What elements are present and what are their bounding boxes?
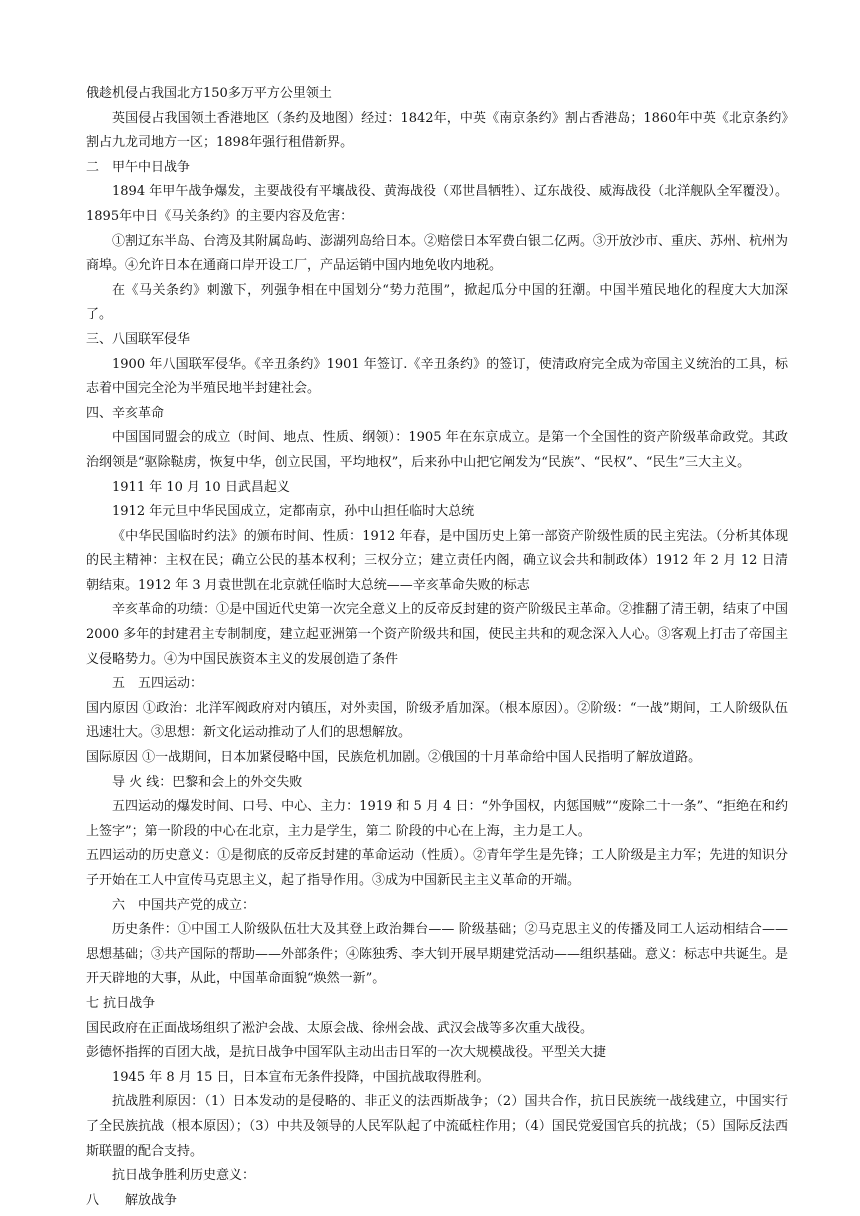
paragraph-may-fourth-meaning: 五四运动的历史意义：①是彻底的反帝反封建的革命运动（性质）。②青年学生是先锋；工人阶级是主力军；先进的知识分子开始在工人中宣传马克思主义，起了指导作用。③成为中国新民主主义革命的开端。 [86, 848, 788, 888]
paragraph-britain: 英国侵占我国领土香港地区（条约及地图）经过：1842年，中英《南京条约》割占香港岛；1860年中英《北京条约》割占九龙司地方一区；1898年强行租借新界。 [86, 110, 788, 151]
heading-liberation-war: 八 解放战争 [86, 1192, 178, 1208]
heading-may-fourth: 五 五四运动： [112, 676, 204, 692]
paragraph-hundred-regiments: 彭德怀指挥的百团大战，是抗日战争中国军队主动出击日军的一次大规模战役。平型关大捷 [86, 1045, 607, 1061]
paragraph-fuse: 导 火 线：巴黎和会上的外交失败 [112, 774, 303, 790]
heading-anti-japanese-war: 七 抗日战争 [86, 995, 156, 1011]
paragraph-tongmenghui: 中国国同盟会的成立（时间、地点、性质、纲领）：1905 年在东京成立。是第一个全国性的资产阶级革命政党。其政治纲领是“驱除鞑虏，恢复中华，创立民国，平均地权”，后来孙中山把它阐发为“民族”、“民权”、“民生”三大主义。 [86, 430, 788, 470]
paragraph-victory-meaning: 抗日战争胜利历史意义： [112, 1168, 256, 1184]
paragraph-may-fourth-details: 五四运动的爆发时间、口号、中心、主力：1919 和 5 月 4 日：“外争国权，内惩国贼”“废除二十一条”、“拒绝在和约上签字”；第一阶段的中心在北京，主力是学生，第二 阶段的中心在上海，主力是工人。 [86, 799, 788, 839]
paragraph-provisional-constitution: 《中华民国临时约法》的颁布时间、性质：1912 年春，是中国历史上第一部资产阶级性质的民主宪法。（分析其体现的民主精神：主权在民；确立公民的基本权利；三权分立；建立责任内阁，确立议会共和制政体）1912 年 2 月 12 日清朝结束。1912 年 3 月袁世凯在北京就任临时大总统——辛亥革命失败的标志 [86, 528, 788, 593]
paragraph-wuchang-uprising: 1911 年 10 月 10 日武昌起义 [112, 479, 290, 495]
heading-ccp-founding: 六 中国共产党的成立： [112, 897, 256, 913]
paragraph-roc-founding: 1912 年元旦中华民国成立，定都南京，孙中山担任临时大总统 [112, 504, 475, 520]
paragraph-scramble: 在《马关条约》刺激下，列强争相在中国划分“势力范围”，掀起瓜分中国的狂潮。中国半殖民地化的程度大大加深了。 [86, 282, 788, 323]
heading-xinhai-revolution: 四、辛亥革命 [86, 405, 165, 421]
paragraph-ccp-conditions: 历史条件：①中国工人阶级队伍壮大及其登上政治舞台—— 阶级基础；②马克思主义的传播及同工人运动相结合——思想基础；③共产国际的帮助——外部条件；④陈独秀、李大钊开展早期建党活动——组织基础。意义：标志中共诞生。是开天辟地的大事，从此，中国革命面貌“焕然一新”。 [86, 922, 789, 987]
heading-eight-nation-alliance: 三、八国联军侵华 [86, 331, 191, 347]
paragraph-victory-reasons: 抗战胜利原因：（1）日本发动的是侵略的、非正义的法西斯战争；（2）国共合作，抗日民族统一战线建立，中国实行了全民族抗战（根本原因）；（3）中共及领导的人民军队起了中流砥柱作用；（4）国民党爱国官兵的抗战；（5）国际反法西斯联盟的配合支持。 [86, 1094, 788, 1159]
heading-sino-japanese-war: 二 甲午中日战争 [86, 159, 191, 175]
document-body [86, 82, 788, 1213]
paragraph-xinhai-achievements: 辛亥革命的功绩：①是中国近代史第一次完全意义上的反帝反封建的资产阶级民主革命。②推翻了清王朝，结束了中国 2000 多年的封建君主专制制度，建立起亚洲第一个资产阶级共和国，使民主共和的观念深入人心。③客观上打击了帝国主义侵略势力。④为中国民族资本主义的发展创造了条件 [86, 602, 789, 667]
paragraph-domestic-causes: 国内原因 ①政治：北洋军阀政府对内镇压，对外卖国，阶级矛盾加深。（根本原因）。②阶级：“一战”期间，工人阶级队伍迅速壮大。③思想：新文化运动推动了人们的思想解放。 [86, 700, 788, 741]
paragraph-japan-surrender: 1945 年 8 月 15 日，日本宣布无条件投降，中国抗战取得胜利。 [112, 1069, 490, 1085]
paragraph-sino-japanese-war: 1894 年甲午战争爆发，主要战役有平壤战役、黄海战役（邓世昌牺牲）、辽东战役、威海战役（北洋舰队全军覆没）。1895年中日《马关条约》的主要内容及危害： [86, 184, 788, 224]
paragraph-russia: 俄趁机侵占我国北方150多万平方公里领土 [86, 86, 332, 101]
paragraph-shimonoseki-terms: ①割辽东半岛、台湾及其附属岛屿、澎湖列岛给日本。②赔偿日本军费白银二亿两。③开放沙市、重庆、苏州、杭州为商埠。④允许日本在通商口岸开设工厂，产品运销中国内地免收内地税。 [86, 233, 789, 274]
paragraph-boxer-protocol: 1900 年八国联军侵华。《辛丑条约》1901 年签订.《辛丑条约》的签订，使清政府完全成为帝国主义统治的工具，标志着中国完全沦为半殖民地半封建社会。 [86, 356, 788, 397]
paragraph-kmt-battles: 国民政府在正面战场组织了淞沪会战、太原会战、徐州会战、武汉会战等多次重大战役。 [86, 1020, 594, 1036]
paragraph-international-causes: 国际原因 ①一战期间，日本加紧侵略中国，民族危机加剧。②俄国的十月革命给中国人民指明了解放道路。 [86, 750, 702, 766]
